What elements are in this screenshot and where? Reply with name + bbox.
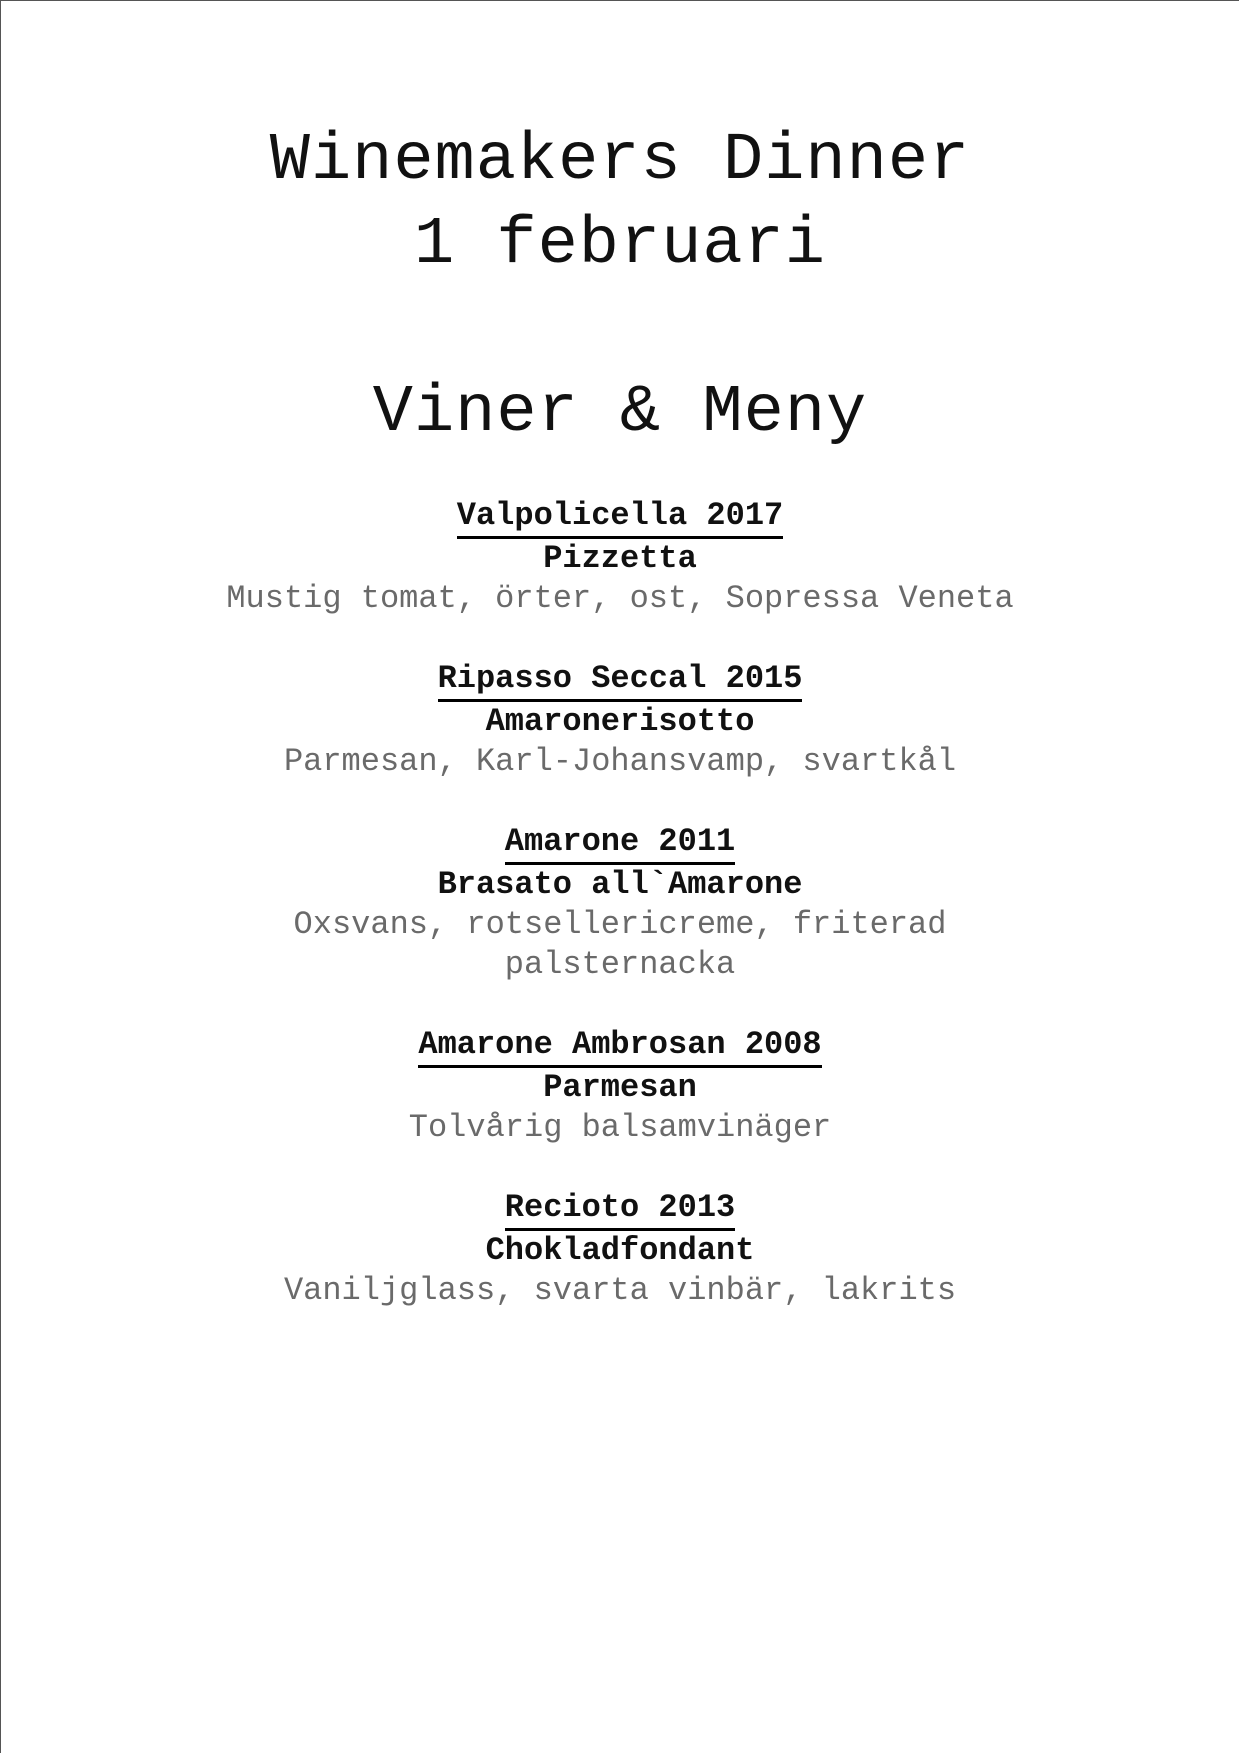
dish-name: Chokladfondant bbox=[485, 1232, 755, 1269]
dish-description: Oxsvans, rotsellericreme, friterad palsternacka bbox=[293, 906, 947, 983]
dish-name: Pizzetta bbox=[543, 540, 697, 577]
course-item bbox=[1, 496, 1239, 619]
dish-name: Amaronerisotto bbox=[485, 703, 755, 740]
course-item bbox=[1, 1188, 1239, 1311]
dish-name: Brasato all`Amarone bbox=[437, 866, 803, 903]
dish-description: Parmesan, Karl-Johansvamp, svartkål bbox=[283, 743, 957, 780]
course-item bbox=[1, 822, 1239, 985]
wine-name: Amarone Ambrosan 2008 bbox=[418, 1025, 821, 1068]
menu-subtitle: Viner & Meny bbox=[372, 375, 868, 451]
dish-description: Vaniljglass, svarta vinbär, lakrits bbox=[283, 1272, 957, 1309]
course-item bbox=[1, 1025, 1239, 1148]
course-item bbox=[1, 659, 1239, 782]
event-title: Winemakers Dinner bbox=[269, 123, 971, 199]
wine-name: Ripasso Seccal 2015 bbox=[438, 659, 803, 702]
dish-description: Tolvårig balsamvinäger bbox=[408, 1109, 832, 1146]
dish-name: Parmesan bbox=[543, 1069, 697, 1106]
wine-name: Valpolicella 2017 bbox=[457, 496, 783, 539]
wine-name: Recioto 2013 bbox=[505, 1188, 735, 1231]
wine-name: Amarone 2011 bbox=[505, 822, 735, 865]
dish-description: Mustig tomat, örter, ost, Sopressa Veneta bbox=[226, 580, 1014, 617]
course-list bbox=[1, 496, 1239, 1351]
page-header bbox=[1, 119, 1239, 287]
event-date: 1 februari bbox=[413, 207, 827, 283]
